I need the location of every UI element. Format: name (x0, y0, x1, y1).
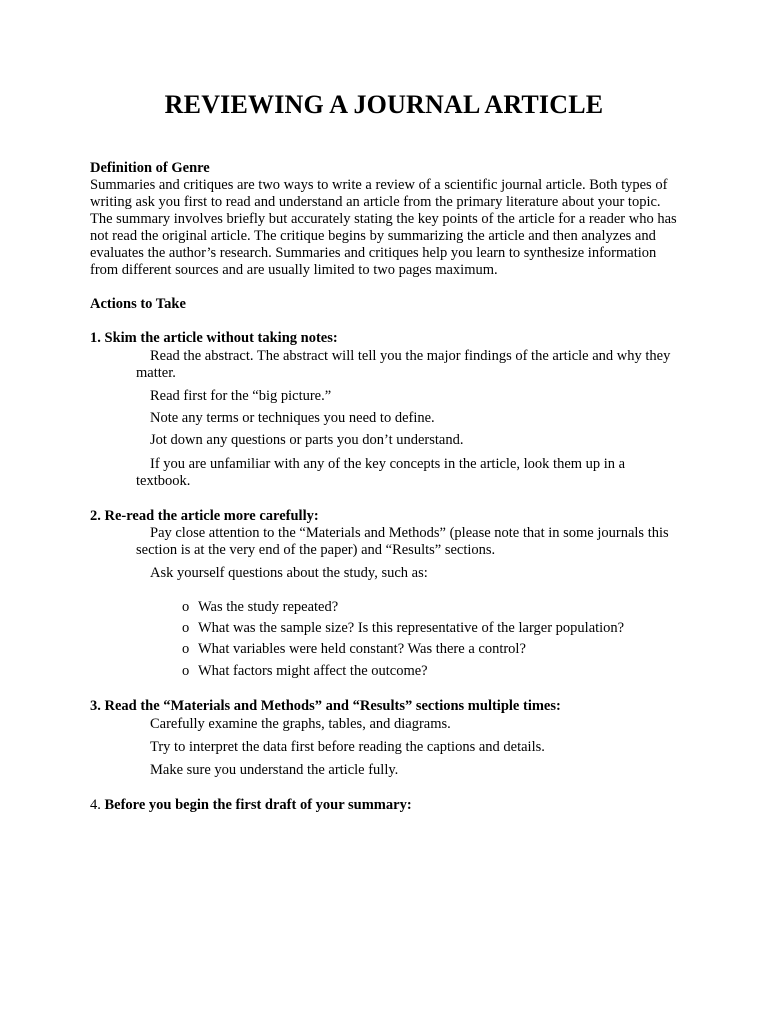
step2-item-line: Pay close attention to the “Materials and Methods” (please note that in some journals this (150, 525, 669, 541)
definition-heading: Definition of Genre (90, 160, 210, 176)
bullet-marker: o (182, 620, 190, 636)
page-title: REVIEWING A JOURNAL ARTICLE (164, 90, 604, 119)
bullet-text: What factors might affect the outcome? (198, 663, 428, 679)
bullet-marker: o (182, 663, 190, 679)
step3-heading: 3. Read the “Materials and Methods” and “Results” sections multiple times: (90, 698, 561, 714)
step3-item: Carefully examine the graphs, tables, and diagrams. (150, 716, 451, 732)
step1-item: Read first for the “big picture.” (150, 388, 332, 404)
bullet-marker: o (182, 641, 190, 657)
step4-title: Before you begin the first draft of your summary: (104, 797, 412, 813)
step1-item: Jot down any questions or parts you don’t understand. (150, 432, 464, 448)
step1-item (136, 348, 676, 382)
definition-line: writing ask you first to read and understand an article from the primary literature about your topic. (90, 194, 661, 210)
step1-heading: 1. Skim the article without taking notes: (90, 330, 338, 346)
definition-line: Summaries and critiques are two ways to write a review of a scientific journal article. Both types of (90, 177, 668, 193)
bullet-marker: o (182, 599, 190, 615)
step3-item: Make sure you understand the article fully. (150, 762, 399, 778)
definition-line: not read the original article. The critique begins by summarizing the article and then analyzes and (90, 228, 656, 244)
step4-number: 4. (90, 797, 101, 813)
step1-item-line: textbook. (136, 473, 191, 489)
definition-line: from different sources and are usually limited to two pages maximum. (90, 262, 498, 278)
step1-item (136, 456, 676, 490)
step1-item: Note any terms or techniques you need to define. (150, 410, 435, 426)
definition-line: The summary involves briefly but accurately stating the key points of the article for a reader who has (90, 211, 677, 227)
definition-section (90, 160, 690, 279)
step4-heading (90, 797, 690, 814)
step1-item-line: matter. (136, 365, 176, 381)
bullet-text: What was the sample size? Is this representative of the larger population? (198, 620, 625, 636)
step1-item-line: Read the abstract. The abstract will tell you the major findings of the article and why they (150, 348, 671, 364)
bullet-text: Was the study repeated? (198, 599, 339, 615)
step2-heading: 2. Re-read the article more carefully: (90, 508, 319, 524)
definition-line: evaluates the author’s research. Summaries and critiques help you learn to synthesize information (90, 245, 657, 261)
actions-heading: Actions to Take (90, 296, 186, 312)
step2-item-line: section is at the very end of the paper) and “Results” sections. (136, 542, 496, 558)
bullet-text: What variables were held constant? Was there a control? (198, 641, 526, 657)
step2-item: Ask yourself questions about the study, such as: (150, 565, 428, 581)
step2-item (136, 525, 676, 559)
step1-item-line: If you are unfamiliar with any of the key concepts in the article, look them up in a (150, 456, 626, 472)
step3-item: Try to interpret the data first before reading the captions and details. (150, 739, 545, 755)
